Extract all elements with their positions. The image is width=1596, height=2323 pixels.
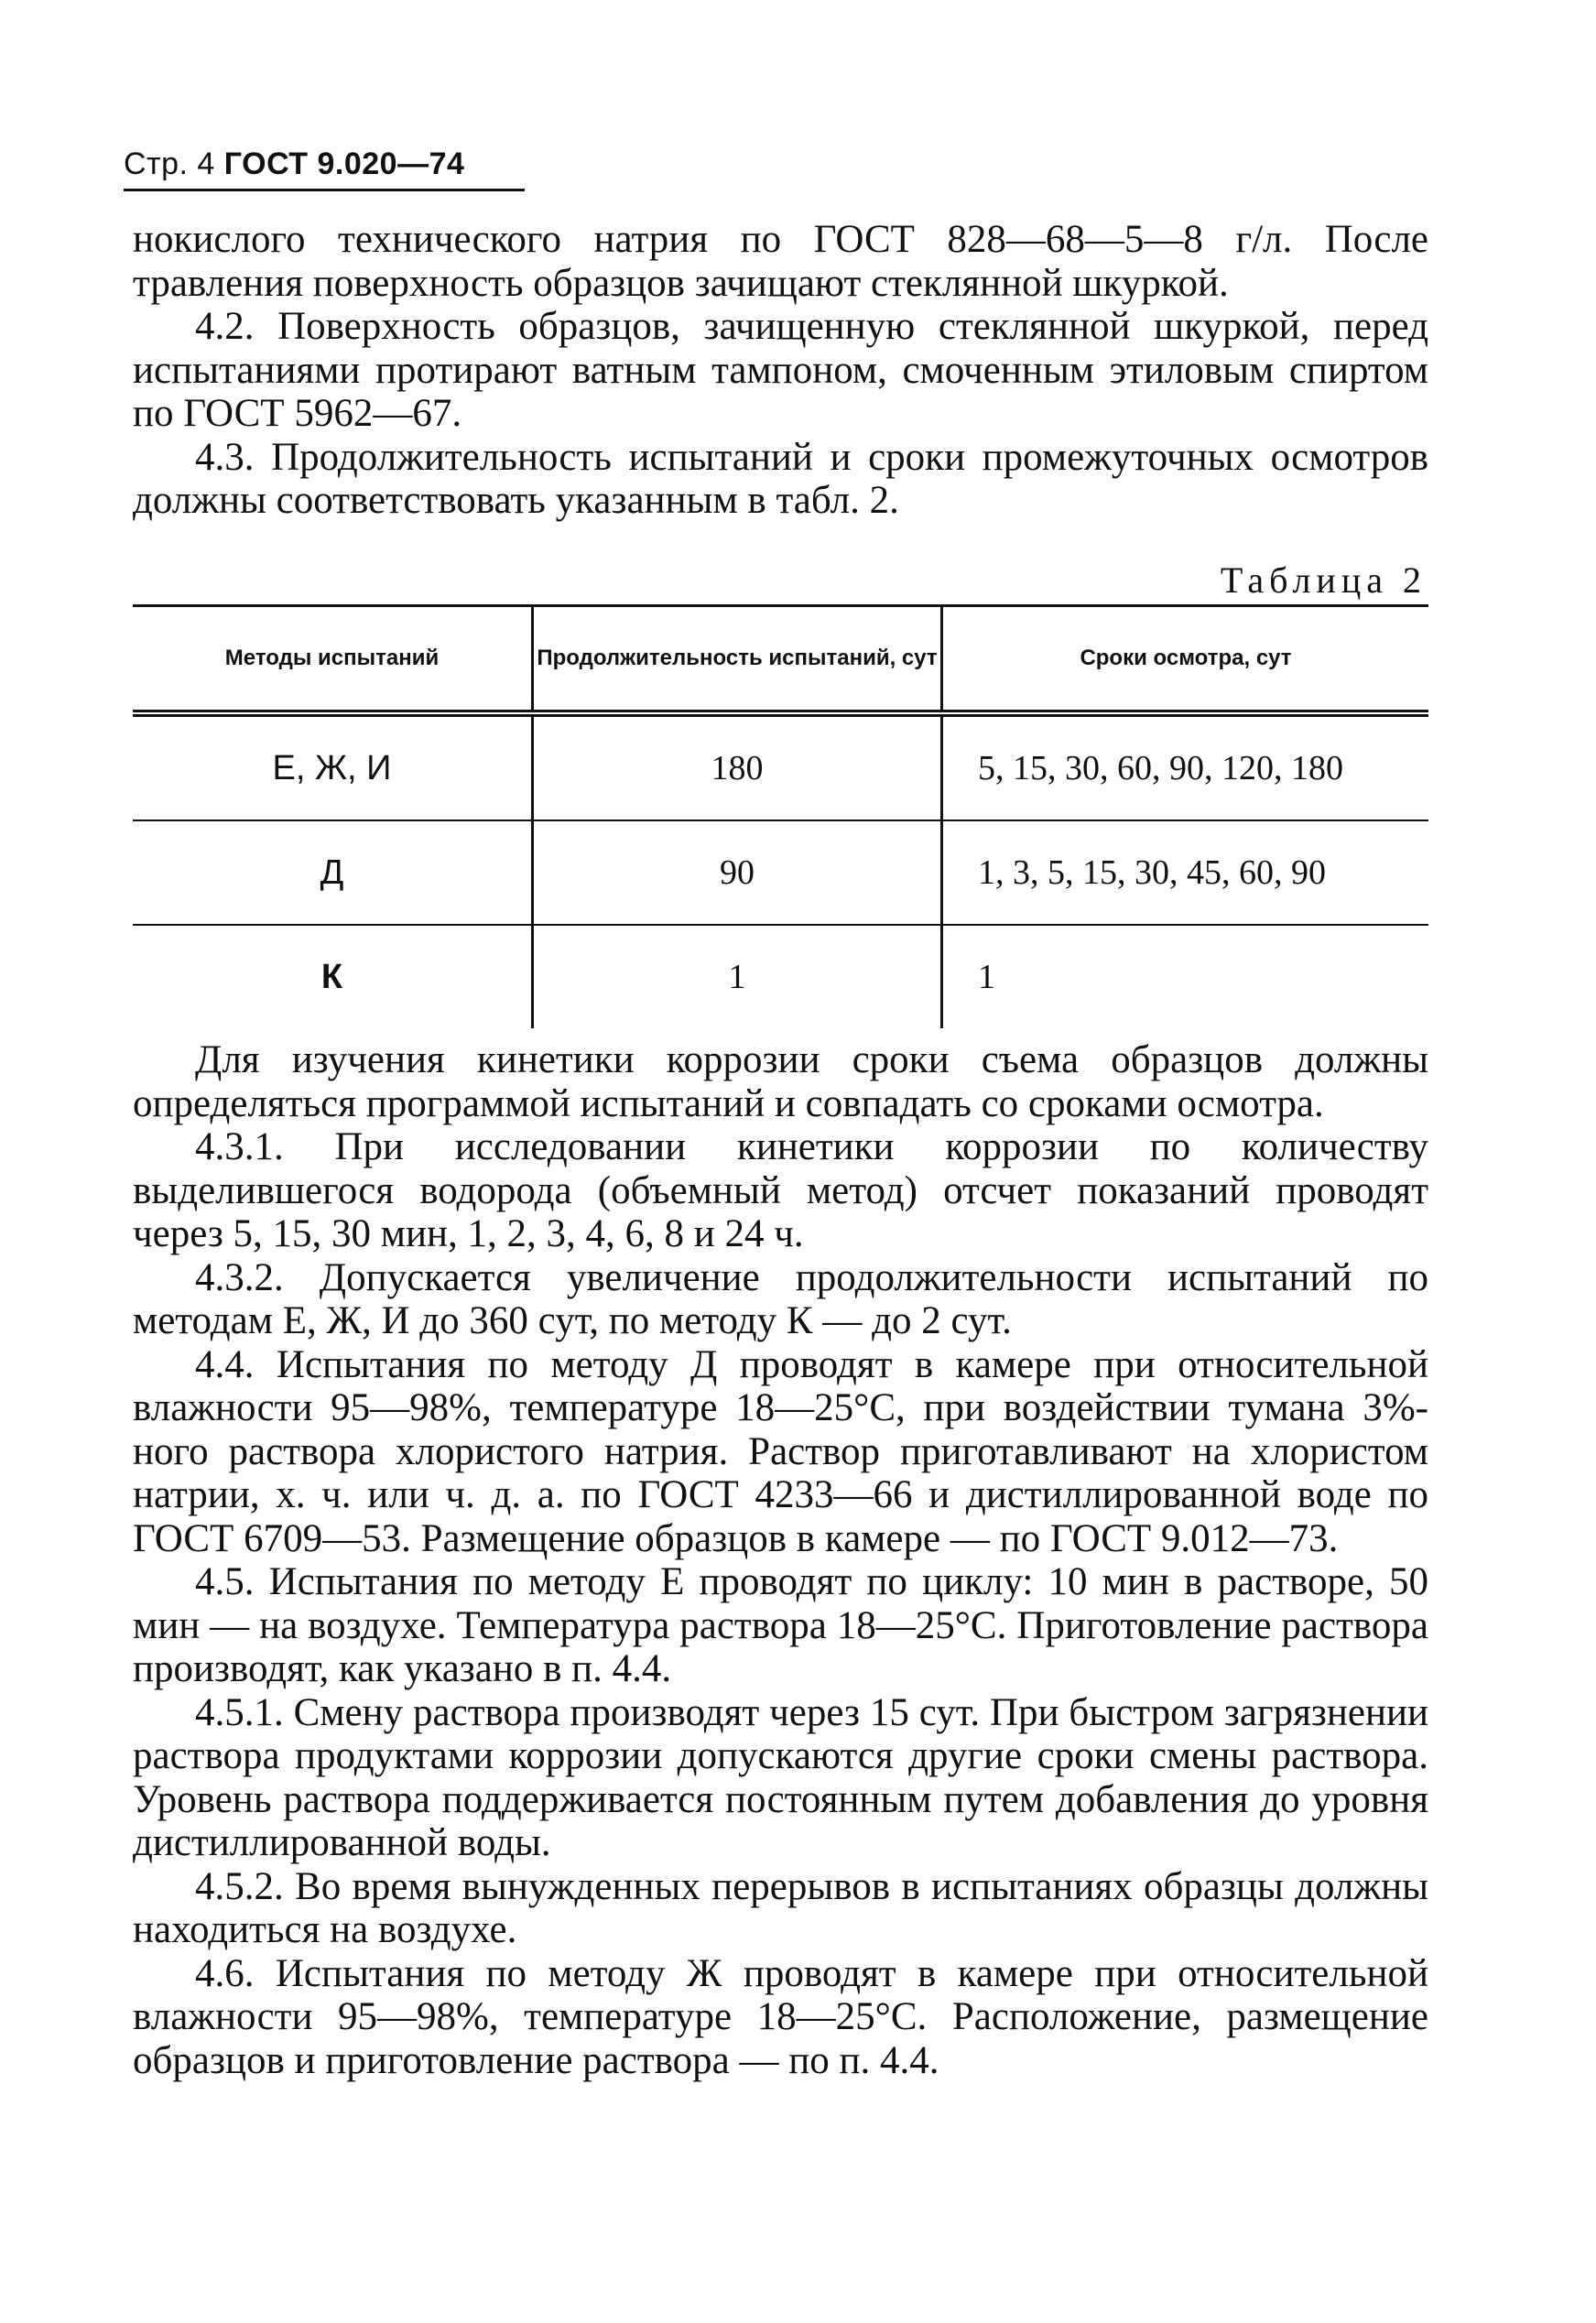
paragraph-4-6: 4.6. Испытания по методу Ж проводят в камере при относительной влажности 95—98%, температуре 18—25°С. Расположение, размещение образцов и приготовление раствора — по п. 4.4. — [133, 1951, 1428, 2082]
paragraph-4-5: 4.5. Испытания по методу Е проводят по циклу: 10 мин в растворе, 50 мин — на воздухе. Температура раствора 18—25°С. Приготовление раствора производят, как указано в п. 4.4. — [133, 1560, 1428, 1690]
table-2 — [133, 604, 1428, 1028]
paragraph-4-2: 4.2. Поверхность образцов, зачищенную стеклянной шкуркой, перед испытаниями протирают ватным тампоном, смоченным этиловым спиртом по ГОСТ 5962—67. — [133, 305, 1428, 435]
cell-terms: 1 — [978, 958, 995, 996]
cell-terms: 1, 3, 5, 15, 30, 45, 60, 90 — [978, 853, 1326, 892]
paragraph-continuation: нокислого технического натрия по ГОСТ 828—68—5—8 г/л. После травления поверхность образцов зачищают стеклянной шкуркой. — [133, 218, 1428, 305]
paragraph-4-5-2: 4.5.2. Во время вынужденных перерывов в испытаниях образцы должны находиться на воздухе. — [133, 1864, 1428, 1951]
table-caption: Таблица 2 — [1220, 559, 1427, 601]
cell-terms: 5, 15, 30, 60, 90, 120, 180 — [978, 749, 1343, 787]
cell-duration: 180 — [531, 717, 943, 820]
paragraph-4-4: 4.4. Испытания по методу Д проводят в камере при относительной влажности 95—98%, температуре 18—25°С, при воздействии тумана 3%-ного раствора хлористого натрия. Раствор приготавливают на хлористом натрии, х. ч. или ч. д. а. по ГОСТ 4233—66 и дистиллированной воде по ГОСТ 6709—53. Размещение образцов в камере — по ГОСТ 9.012—73. — [133, 1342, 1428, 1560]
paragraph-kinetics: Для изучения кинетики коррозии сроки съема образцов должны определяться программой испытаний и совпадать со сроками осмотра. — [133, 1038, 1428, 1125]
paragraph-4-3: 4.3. Продолжительность испытаний и сроки промежуточных осмотров должны соответствовать указанным в табл. 2. — [133, 435, 1428, 522]
header-methods: Методы испытаний — [224, 646, 440, 670]
header-inspection-terms: Сроки осмотра, сут — [1080, 646, 1292, 670]
paragraph-4-3-1: 4.3.1. При исследовании кинетики коррозии по количеству выделившегося водорода (объемный метод) отсчет показаний проводят через 5, 15, 30 мин, 1, 2, 3, 4, 6, 8 и 24 ч. — [133, 1125, 1428, 1255]
cell-method: К — [320, 957, 343, 996]
header-rule — [124, 189, 525, 191]
table-row — [133, 821, 1428, 924]
cell-method: Е, Ж, И — [272, 748, 392, 787]
paragraph-4-5-1: 4.5.1. Смену раствора производят через 15 сут. При быстром загрязнении раствора продуктами коррозии допускаются другие сроки смены раствора. Уровень раствора поддерживается постоянным путем добавления до уровня дистиллированной воды. — [133, 1690, 1428, 1864]
standard-number: ГОСТ 9.020—74 — [223, 147, 465, 181]
table-row — [133, 717, 1428, 820]
page-header — [124, 147, 525, 182]
main-text — [133, 1038, 1428, 2082]
intro-text — [133, 218, 1428, 523]
page-label: Стр. 4 — [124, 147, 215, 181]
cell-duration: 1 — [531, 926, 943, 1028]
header-duration: Продолжительность испытаний, сут — [531, 607, 943, 710]
table-header-rule — [133, 710, 1428, 717]
cell-method: Д — [320, 852, 344, 892]
table-header-row — [133, 607, 1428, 710]
table-row — [133, 926, 1428, 1028]
cell-duration: 90 — [531, 821, 943, 924]
paragraph-4-3-2: 4.3.2. Допускается увеличение продолжительности испытаний по методам Е, Ж, И до 360 сут, по методу К — до 2 сут. — [133, 1255, 1428, 1342]
